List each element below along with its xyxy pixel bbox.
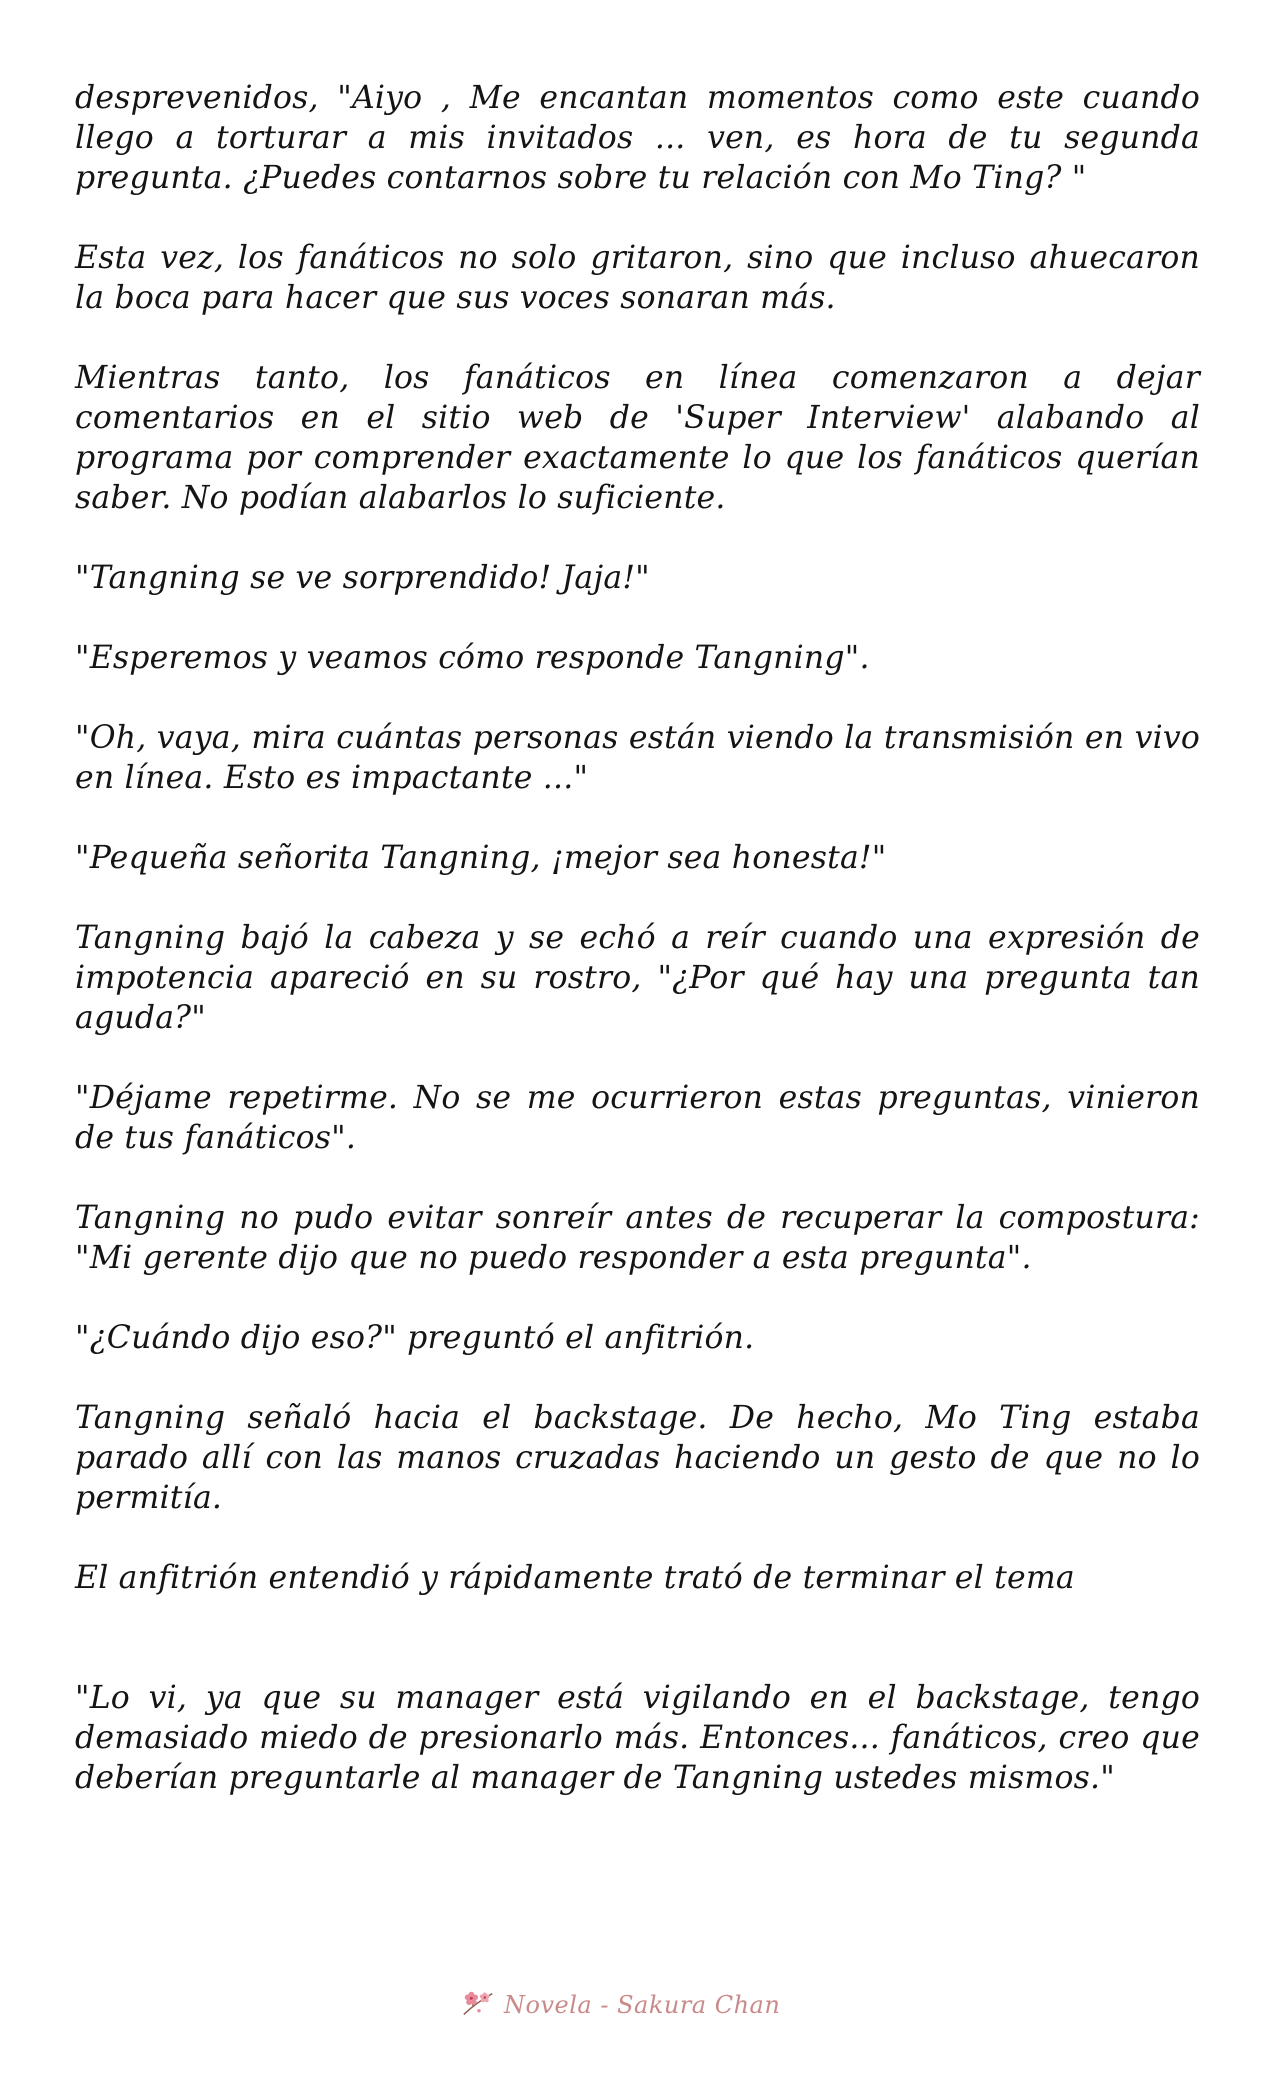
paragraph: "Lo vi, ya que su manager está vigilando en el backstage, tengo demasiado miedo de presionarlo más. Entonces... fanáticos, creo que deberían preguntarle al manager de Tangning ustedes mismos." [75, 1680, 1200, 1796]
paragraph: Tangning bajó la cabeza y se echó a reír cuando una expresión de impotencia apareció en su rostro, "¿Por qué hay una pregunta tan aguda?" [75, 920, 1200, 1036]
paragraph: El anfitrión entendió y rápidamente trató de terminar el tema [75, 1560, 1075, 1596]
watermark-text: Novela - Sakura Chan [504, 1991, 781, 2019]
paragraph: Esta vez, los fanáticos no solo gritaron, sino que incluso ahuecaron la boca para hacer que sus voces sonaran más. [75, 240, 1200, 316]
paragraph: desprevenidos, "Aiyo , Me encantan momentos como este cuando llego a torturar a mis invitados ... ven, es hora de tu segunda pregunta. ¿Puedes contarnos sobre tu relación con Mo Ting? " [75, 80, 1200, 196]
paragraph: Mientras tanto, los fanáticos en línea comenzaron a dejar comentarios en el sitio web de 'Super Interview' alabando al programa por comprender exactamente lo que los fanáticos querían saber. No podían alabarlos lo suficiente. [75, 360, 1200, 516]
document-body [75, 78, 1200, 1838]
paragraph: Tangning señaló hacia el backstage. De hecho, Mo Ting estaba parado allí con las manos cruzadas haciendo un gesto de que no lo permitía. [75, 1400, 1200, 1516]
paragraph: "Esperemos y veamos cómo responde Tangning". [75, 640, 870, 676]
paragraph: "¿Cuándo dijo eso?" preguntó el anfitrión. [75, 1320, 755, 1356]
watermark [460, 1985, 860, 2025]
paragraph: "Tangning se ve sorprendido! Jaja!" [75, 560, 650, 596]
paragraph: "Oh, vaya, mira cuántas personas están viendo la transmisión en vivo en línea. Esto es impactante ..." [75, 720, 1200, 796]
paragraph: "Déjame repetirme. No se me ocurrieron estas preguntas, vinieron de tus fanáticos". [75, 1080, 1200, 1156]
paragraph: Tangning no pudo evitar sonreír antes de recuperar la compostura: "Mi gerente dijo que no puedo responder a esta pregunta". [75, 1200, 1200, 1276]
paragraph: "Pequeña señorita Tangning, ¡mejor sea honesta!" [75, 840, 887, 876]
sakura-flower-icon [460, 1986, 498, 2024]
